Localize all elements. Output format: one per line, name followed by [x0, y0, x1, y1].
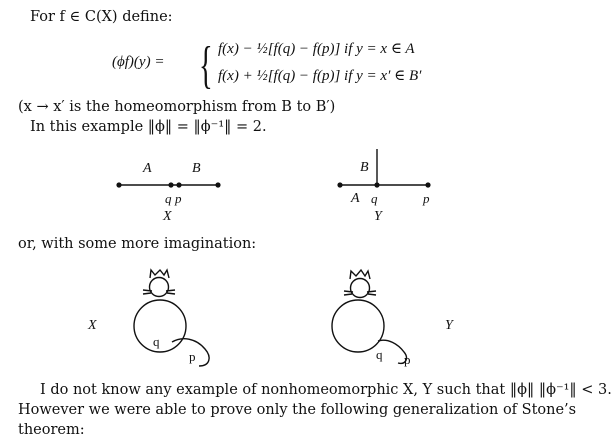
definition-case-2: f(x) + ½[f(q) − f(p)] if y = x′ ∈ B′	[218, 68, 422, 84]
transition-text: or, with some more imagination:	[18, 236, 257, 252]
point-p-dot	[176, 182, 181, 187]
conclusion-line-1: I do not know any example of nonhomeomorphic X, Y such that ‖ϕ‖ ‖ϕ⁻¹‖ < 3.	[40, 382, 612, 398]
cat-label-y: Y	[445, 318, 453, 333]
cat-y-label-q: q	[376, 347, 383, 362]
label-q: q	[165, 191, 172, 206]
point-p-dot	[425, 182, 430, 187]
definition-lhs: (ϕf)(y) =	[112, 54, 165, 70]
definition-case-1: f(x) − ½[f(q) − f(p)] if y = x ∈ A	[218, 41, 415, 57]
label-a: A	[351, 191, 360, 206]
endpoint-dot	[337, 182, 342, 187]
label-a: A	[143, 161, 152, 176]
cat-body	[332, 300, 384, 352]
figure-space-y	[337, 149, 430, 224]
cat-head	[150, 278, 169, 297]
label-q: q	[371, 191, 378, 206]
cat-whiskers	[143, 290, 175, 294]
label-p: p	[423, 191, 430, 206]
cat-x-label-q: q	[153, 334, 160, 349]
cat-whiskers	[344, 291, 376, 295]
conclusion-line-2: However we were able to prove only the following generalization of Stone’s	[18, 402, 577, 418]
homeomorphism-note: (x → x′ is the homeomorphism from B to B′)	[18, 99, 336, 115]
label-x: X	[163, 209, 172, 224]
intro-line: For f ∈ C(X) define:	[30, 9, 173, 25]
definition-brace: {	[199, 37, 213, 94]
label-p: p	[175, 191, 182, 206]
label-y: Y	[374, 209, 382, 224]
label-b: B	[360, 160, 369, 175]
norm-example: In this example ‖ϕ‖ = ‖ϕ⁻¹‖ = 2.	[30, 119, 267, 135]
cat-ears	[150, 270, 169, 278]
cat-y-label-p: p	[404, 352, 411, 367]
cat-x-label-p: p	[189, 349, 196, 364]
cat-head	[351, 279, 370, 298]
point-q-dot	[168, 182, 173, 187]
label-b: B	[192, 161, 201, 176]
figure-space-x	[116, 161, 220, 224]
cat-figure-x	[134, 270, 209, 366]
endpoint-dot	[116, 182, 121, 187]
cat-ears	[350, 270, 370, 279]
cat-body	[134, 300, 186, 352]
cat-figure-y	[332, 270, 406, 363]
conclusion-line-3: theorem:	[18, 422, 85, 438]
point-q-dot	[374, 182, 379, 187]
endpoint-dot	[215, 182, 220, 187]
cat-label-x: X	[88, 318, 97, 333]
